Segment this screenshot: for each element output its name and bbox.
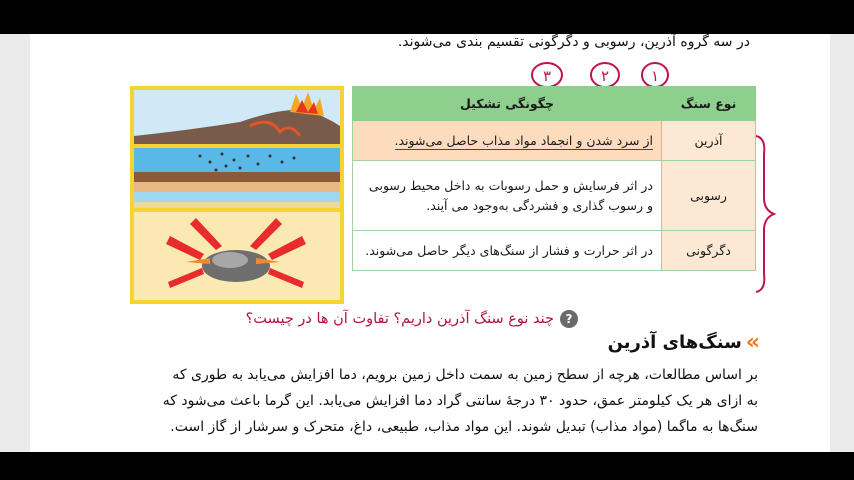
body-paragraph xyxy=(130,362,758,440)
formation-cell: در اثر حرارت و فشار از سنگ‌های دیگر حاصل می‌شوند. xyxy=(353,231,662,271)
body-line: سنگ‌ها به ماگما (مواد مذاب) تبدیل شوند. این مواد مذاب، طبیعی، داغ، متحرک و سرشار از گاز است. xyxy=(170,419,758,435)
section-title-text: سنگ‌های آذرین xyxy=(607,332,742,353)
section-title xyxy=(608,330,760,355)
question-line xyxy=(246,310,578,328)
page-margin-right xyxy=(830,34,854,452)
table-row xyxy=(353,121,756,161)
intro-line: در سه گروه آذرین، رسوبی و دگرگونی تقسیم بندی می‌شوند. xyxy=(397,34,750,50)
rock-cycle-illustration xyxy=(130,86,344,304)
header-rock-type: نوع سنگ xyxy=(662,87,756,121)
book-page xyxy=(0,34,854,452)
chevron-double-icon: » xyxy=(745,330,760,355)
table-row xyxy=(353,161,756,231)
table-header-row xyxy=(353,87,756,121)
rock-type-cell: آذرین xyxy=(662,121,756,161)
body-line: بر اساس مطالعات، هرچه از سطح زمین به سمت داخل زمین برویم، دما افزایش می‌یابد به طوری که xyxy=(172,367,758,383)
formation-cell xyxy=(353,121,662,161)
rock-type-cell: دگرگونی xyxy=(662,231,756,271)
page-margin-left xyxy=(0,34,30,452)
body-line: به ازای هر یک کیلومتر عمق، حدود ۳۰ درجهٔ سانتی گراد دما افزایش می‌یابد. این گرما باعث می‌شود که xyxy=(162,393,758,409)
rock-types-table xyxy=(352,86,756,271)
question-text: چند نوع سنگ آذرین داریم؟ تفاوت آن ها در چیست؟ xyxy=(245,311,554,327)
header-formation: چگونگی تشکیل xyxy=(353,87,662,121)
rock-type-cell: رسوبی xyxy=(662,161,756,231)
annotation-digit-3: ۳ xyxy=(542,67,552,85)
annotation-digit-2: ۲ xyxy=(600,67,610,85)
annotation-digit-1: ۱ xyxy=(650,67,660,85)
formation-cell: در اثر فرسایش و حمل رسوبات به داخل محیط رسوبی و رسوب گذاری و فشردگی به‌وجود می آیند. xyxy=(353,161,662,231)
annotation-brace xyxy=(752,134,782,294)
question-icon: ? xyxy=(560,310,578,328)
table-row xyxy=(353,231,756,271)
formation-text: از سرد شدن و انجماد مواد مذاب حاصل می‌شوند. xyxy=(394,132,653,148)
